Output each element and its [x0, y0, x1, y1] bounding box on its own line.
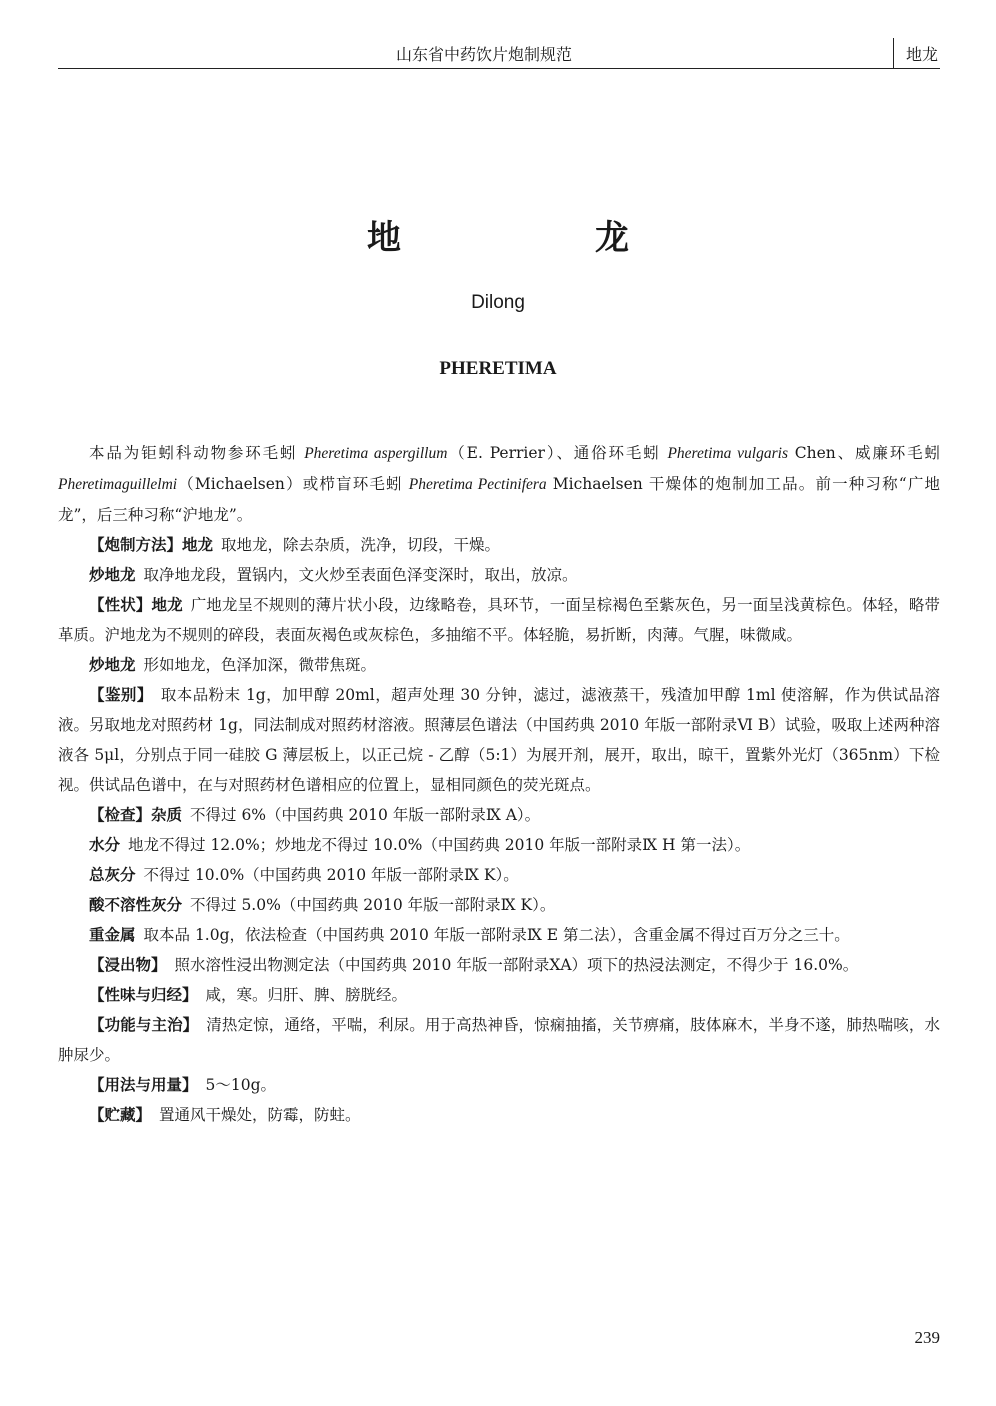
section-heavy-metals	[58, 920, 940, 950]
section-label: 【功能与主治】	[89, 1016, 199, 1034]
section-dosage	[58, 1070, 940, 1100]
pinyin-name: Dilong	[471, 292, 525, 313]
section-label: 【炮制方法】地龙	[89, 536, 214, 554]
section-text: 形如地龙，色泽加深，微带焦斑。	[143, 656, 377, 674]
section-label: 【用法与用量】	[89, 1076, 198, 1094]
latin-name: PHERETIMA	[439, 358, 557, 379]
section-total-ash	[58, 860, 940, 890]
section-text: 照水溶性浸出物测定法（中国药典 2010 年版一部附录ⅩA）项下的热浸法测定，不得少于 16.0%。	[174, 956, 859, 974]
section-label: 【贮藏】	[89, 1106, 152, 1124]
running-header	[58, 38, 940, 69]
section-check-impurity	[58, 800, 940, 830]
header-book-title: 山东省中药饮片炮制规范	[396, 45, 573, 64]
section-text: 不得过 6%（中国药典 2010 年版一部附录Ⅸ A）。	[190, 806, 541, 824]
section-water	[58, 830, 940, 860]
section-label: 总灰分	[89, 866, 136, 884]
species-name-1: Pheretima aspergillum	[304, 445, 448, 462]
section-label: 【鉴别】	[89, 686, 153, 704]
section-function-indication	[58, 1010, 940, 1070]
section-label: 炒地龙	[89, 566, 136, 584]
section-text: 不得过 5.0%（中国药典 2010 年版一部附录Ⅸ K）。	[190, 896, 556, 914]
section-text: 地龙不得过 12.0%；炒地龙不得过 10.0%（中国药典 2010 年版一部附录Ⅸ H 第一法）。	[128, 836, 751, 854]
section-description-stir-fried	[58, 650, 940, 680]
section-label: 【性状】地龙	[89, 596, 183, 614]
section-processing	[58, 530, 940, 560]
intro-text-5: Michaelsen 干燥体的炮制加工品。前一种习称“广地龙”，后三种习称“沪地龙”。	[58, 475, 940, 524]
header-divider	[893, 38, 894, 68]
section-text: 置通风干燥处，防霉，防蛀。	[159, 1106, 361, 1124]
intro-text-1: 本品为钜蚓科动物参环毛蚓	[89, 444, 305, 462]
section-text: 取本品 1.0g，依法检查（中国药典 2010 年版一部附录Ⅸ E 第二法），含重金属不得过百万分之三十。	[143, 926, 850, 944]
section-stir-fried	[58, 560, 940, 590]
section-identification	[58, 680, 940, 800]
section-text: 取本品粉末 1g，加甲醇 20ml，超声处理 30 分钟，滤过，滤液蒸干，残渣加甲醇 1ml 使溶解，作为供试品溶液。另取地龙对照药材 1g，同法制成对照药材溶液。照薄层色谱法（中国药典 2010 年版一部附录Ⅵ B）试验，吸取上述两种溶液各 5μl，分别点于同一硅胶 G 薄层板上，以正己烷 - 乙醇（5:1）为展开剂，展开，取出，晾干，置紫外光灯（365nm）下检视。供试品色谱中，在与对照药材色谱相应的位置上，显相同颜色的荧光斑点。	[58, 686, 940, 794]
species-name-2: Pheretima vulgaris	[667, 445, 788, 462]
monograph-body	[58, 438, 940, 1130]
page-number: 239	[914, 1328, 940, 1347]
species-name-3: Pheretimaguillelmi	[58, 476, 178, 493]
section-text: 取净地龙段，置锅内，文火炒至表面色泽变深时，取出，放凉。	[143, 566, 578, 584]
intro-text-3: Chen、威廉环毛蚓	[787, 444, 940, 462]
section-text: 咸，寒。归肝、脾、膀胱经。	[205, 986, 408, 1004]
intro-text-2: （E. Perrier）、通俗环毛蚓	[447, 444, 668, 462]
section-text: 清热定惊，通络，平喘，利尿。用于高热神昏，惊痫抽搐，关节痹痛，肢体麻木，半身不遂，肺热喘咳，水肿尿少。	[58, 1016, 940, 1064]
section-label: 【浸出物】	[89, 956, 167, 974]
section-description	[58, 590, 940, 650]
intro-paragraph	[58, 438, 940, 530]
section-nature-meridian	[58, 980, 940, 1010]
section-label: 水分	[89, 836, 121, 854]
section-label: 炒地龙	[89, 656, 136, 674]
section-text: 广地龙呈不规则的薄片状小段，边缘略卷，具环节，一面呈棕褐色至紫灰色，另一面呈浅黄棕色。体轻，略带革质。沪地龙为不规则的碎段，表面灰褐色或灰棕色，多抽缩不平。体轻脆，易折断，肉薄。气腥，味微咸。	[58, 596, 940, 644]
section-text: 取地龙，除去杂质，洗净，切段，干燥。	[221, 536, 501, 554]
species-name-4: Pheretima Pectinifera	[408, 476, 547, 493]
section-acid-insoluble-ash	[58, 890, 940, 920]
section-label: 酸不溶性灰分	[89, 896, 183, 914]
monograph-title: 地 龙	[367, 218, 709, 258]
section-text: 不得过 10.0%（中国药典 2010 年版一部附录Ⅸ K）。	[143, 866, 519, 884]
section-label: 【性味与归经】	[89, 986, 198, 1004]
section-storage	[58, 1100, 940, 1130]
section-label: 【检查】杂质	[89, 806, 183, 824]
section-extract	[58, 950, 940, 980]
section-text: 5～10g。	[205, 1076, 277, 1094]
header-section-title: 地龙	[905, 45, 938, 64]
intro-text-4: （Michaelsen）或栉盲环毛蚓	[177, 475, 409, 493]
section-label: 重金属	[89, 926, 136, 944]
